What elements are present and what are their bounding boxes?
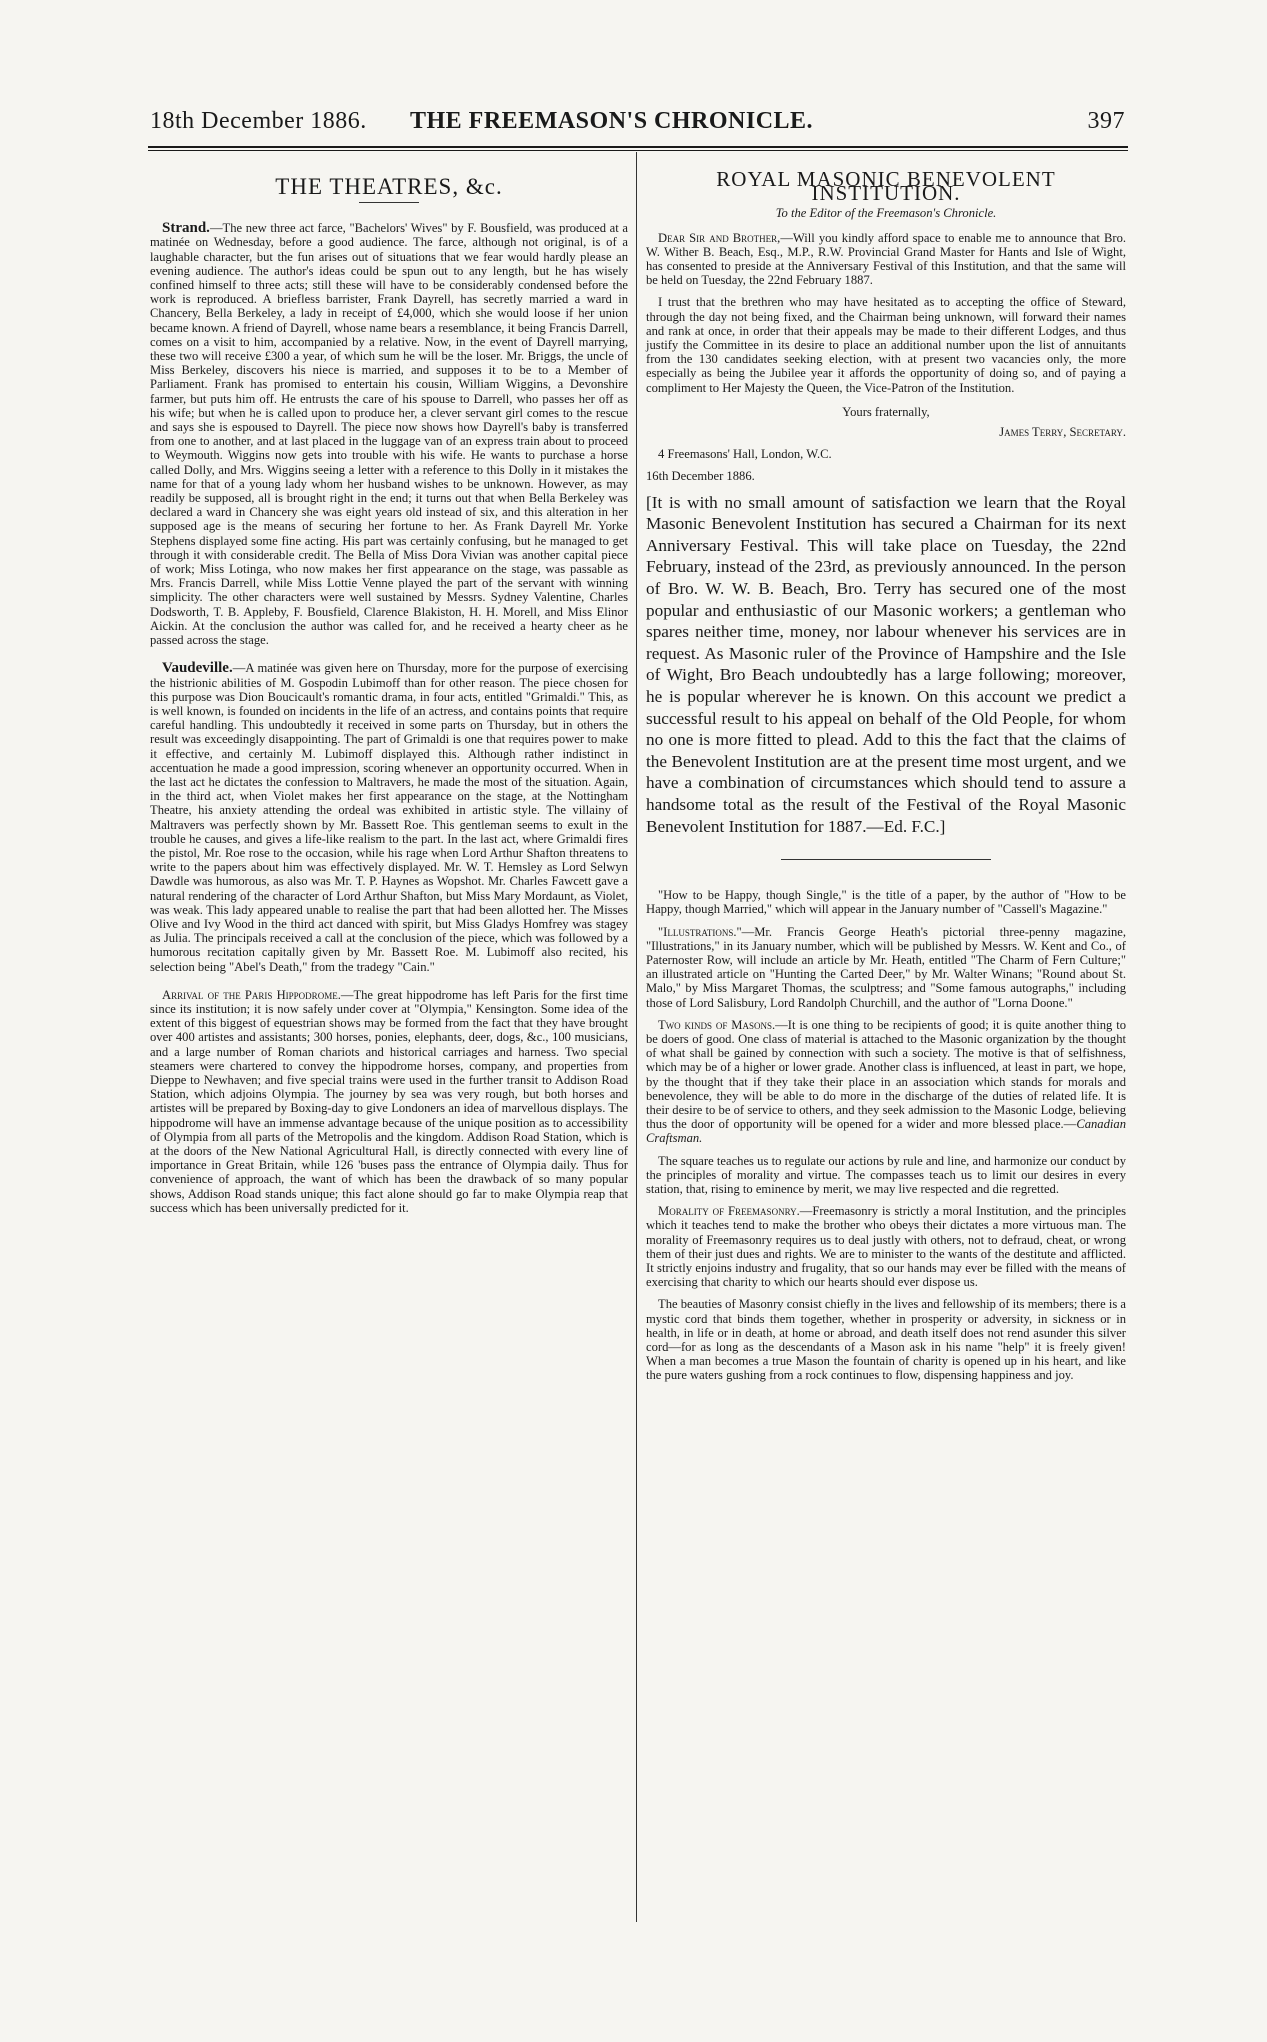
letter-address: 4 Freemasons' Hall, London, W.C. [658, 447, 832, 462]
heading-rule [359, 202, 419, 203]
letter-signature: James Terry, Secretary. [999, 425, 1126, 440]
vaudeville-text: —A matinée was given here on Thursday, more for the purpose of exercising the histrionic abilities of M. Gospodin Lubimoff than for other reason. The piece chosen for this purpose was Dion Boucicault's romantic drama, in four acts, entitled "Grimaldi." This, as is well known, is founded on incidents in the life of an actress, and contains points that require careful handling. This undoubtedly it received in some parts on Thursday, but in others the result was exceedingly disappointing. The part of Grimaldi is one that requires power to make it effective, and certainly M. Lubimoff displayed this. Although rather indistinct in accentuation he made a good impression, scoring whenever an opportunity occurred. When in the last act he dictates the confession to Maltravers, he made the most of the situation. Again, in the third act, when Violet makes her first appearance on the stage, at the Nottingham Theatre, his anxiety attending the ordeal was exhibited in artistic style. The villainy of Maltravers was perfectly shown by Mr. Bassett Roe. This gentleman seems to exult in the trouble he causes, and gives a life-like realism to the part. In the last act, where Grimaldi fires the pistol, Mr. Roe rose to the occasion, while his rage when Lord Arthur Shafton threatens to write to the papers about him was effectively displayed. Mr. W. T. Hemsley as Lord Selwyn Dawdle was humorous, as also was Mr. T. P. Haynes as Wopshot. Mr. Charles Fawcett gave a natural rendering of the character of Lord Arthur Shafton, but Miss Mary Mordaunt, as Violet, was weak. This lady appeared unable to realise the part that had been allotted her. The Misses Olive and Ivy Wood in the third act danced with spirit, but Miss Gladys Homfrey was stagey as Julia. The principals received a call at the conclusion of the piece, which was followed by a humorous recitation capitally given by Mr. Bassett Roe. M. Lubimoff also recited, his selection being "Abel's Death," from the tradegy "Cain." [150, 661, 628, 974]
morality-paragraph [646, 1204, 1126, 1289]
letter-closing: Yours fraternally, [842, 404, 930, 419]
editorial-note: [It is with no small amount of satisfaction we learn that the Royal Masonic Benevolent Institution has secured a Chairman for its next Anniversary Festival. This will take place on Tuesday, the 22nd February, instead of the 23rd, as previously announced. In the person of Bro. W. W. B. Beach, Bro. Terry has secured one of the most popular and enthusiastic of our Masonic workers; a gentleman who spares neither time, money, nor labour whenever his services are in request. As Masonic ruler of the Province of Hampshire and the Isle of Wight, Bro Beach undoubtedly has a large following; moreover, he is popular wherever he is known. On this account we predict a successful result to his appeal on behalf of the Old People, for whom no one is more fitted to plead. Add to this the fact that the claims of the Benevolent Institution are at the present time most urgent, and we have a combination of circumstances which should tend to assure a handsome total as the result of the Festival of the Royal Masonic Benevolent Institution for 1887.—Ed. F.C.] [646, 492, 1126, 836]
rmbi-subheading: To the Editor of the Freemason's Chronicle. [775, 206, 997, 221]
vaudeville-lead: Vaudeville. [162, 660, 233, 677]
vaudeville-article [150, 661, 628, 973]
header-date: 18th December 1886. [150, 108, 367, 134]
square-paragraph: The square teaches us to regulate our actions by rule and line, and harmonize our conduct by the principles of morality and virtue. The compasses teach us to limit our desires in every station, that, rising to eminence by merit, we may live respected and die regretted. [646, 1153, 1126, 1197]
letter-paragraph-1 [646, 231, 1126, 288]
theatres-heading: THE THEATRES, &c. [275, 174, 503, 199]
hippodrome-text: —The great hippodrome has left Paris for the first time since its institution; it is now safely under cover at "Olympia," Kensington. Some idea of the extent of this biggest of equestrian shows may be formed from the fact that they have brought over 400 artistes and assistants; 300 horses, ponies, elephants, deer, dogs, &c., 100 musicians, and a large number of Roman chariots and historical carriages and harness. Two special steamers were chartered to convey the hippodrome horses, company, and properties from Dieppe to Newhaven; and five special trains were used in the further transit to Addison Road Station, which adjoins Olympia. The journey by sea was very rough, but both horses and artistes will be prepared by Boxing-day to give Londoners an idea of marvellous displays. The hippodrome will have an immense advantage because of the unique position as to accessibility of Olympia from all parts of the Metropolis and the kingdom. Addison Road Station, which is at the doors of the New National Agricultural Hall, is directly connected with every line of importance in Great Britain, while 126 'buses pass the entrance of Olympia daily. Thus for convenience of approach, the want of which has been the drawback of so many popular shows, Addison Road stands unique; this fact alone should go far to make Olympia reap that success which has been universally predicted for it. [150, 987, 628, 1215]
illustrations-text: —Mr. Francis George Heath's pictorial three-penny magazine, "Illustrations," in its January number, which will be published by Messrs. W. Kent and Co., of Paternoster Row, will include an article by Mr. Heath, entitled "The Charm of Fern Culture;" an illustrated article on "Hunting the Carted Deer," by Mr. Walter Winans; "Round about St. Malo," by Miss Margaret Thomas, the sculptress; and "Some famous autographs," including those of Lord Salisbury, Lord Randolph Churchill, and the author of "Lorna Doone." [646, 924, 1126, 1010]
two-kinds-lead: Two kinds of Masons. [658, 1017, 776, 1032]
right-column [646, 162, 1126, 1391]
two-kinds-paragraph [646, 1018, 1126, 1146]
hippodrome-article [150, 988, 628, 1215]
letter-date: 16th December 1886. [646, 469, 755, 484]
page-header [150, 108, 1125, 144]
header-page-number: 397 [1087, 108, 1125, 134]
two-kinds-source: Canadian Craftsman. [646, 1117, 1126, 1146]
beauties-paragraph: The beauties of Masonry consist chiefly in the lives and fellowship of its members; there is a mystic cord that binds them together, whether in prosperity or adversity, in sickness or in health, in life or in death, at home or abroad, and death itself does not rend asunder this silver cord—for as long as the descendants of a Mason ask in his name "help" it is freely given! When a man becomes a true Mason the fountain of charity is opened up in his heart, and like the pure waters gushing from a rock continues to flow, dispensing happiness and joy. [646, 1297, 1126, 1383]
section-rule [781, 859, 991, 860]
happy-paragraph: "How to be Happy, though Single," is the title of a paper, by the author of "How to be Happy, though Married," which will appear in the January number of "Cassell's Magazine." [646, 888, 1126, 917]
rmbi-heading: ROYAL MASONIC BENEVOLENT INSTITUTION. [716, 167, 1056, 206]
hippodrome-lead: Arrival of the Paris Hippodrome. [162, 987, 341, 1002]
illustrations-paragraph [646, 925, 1126, 1010]
morality-text: —Freemasonry is strictly a moral Institution, and the principles which it teaches tend to make the brother who obeys their dictates a more virtuous man. The morality of Freemasonry requires us to deal justly with others, not to defraud, cheat, or wrong them of their just dues and rights. We are to minister to the wants of the destitute and afflicted. It strictly enjoins industry and frugality, that so our hands may ever be filled with the means of exercising that charity to which our hearts should ever dispose us. [646, 1204, 1126, 1290]
morality-lead: Morality of Freemasonry. [658, 1204, 800, 1219]
header-title: THE FREEMASON'S CHRONICLE. [410, 108, 814, 134]
header-rule [148, 146, 1128, 148]
letter-salutation: Dear Sir and Brother, [658, 230, 781, 245]
strand-text: —The new three act farce, "Bachelors' Wives" by F. Bousfield, was produced at a matinée on Wednesday, before a good audience. The farce, although not original, is of a laughable character, but the fun arises out of situations that we fear would hardly please an evening audience. The author's ideas could be spun out to any length, but he has wisely confined himself to three acts; still these will have to be considerably condensed before the work is reproduced. A briefless barrister, Frank Dayrell, has secretly married a ward in Chancery, Bella Berkeley, a lady in receipt of £4,000, which she would loose if her union became known. A friend of Dayrell, whose name bears a resemblance, it being Francis Darrell, comes on a visit to him, accompanied by a relative. Now, in the event of Dayrell marrying, these two will receive £300 a year, of which sum he will be the loser. Mr. Briggs, the uncle of Miss Berkeley, discovers his niece is married, and supposes it to be to a Member of Parliament. Frank has promised to entertain his cousin, William Wiggins, a Devonshire farmer, but puts him off. He entrusts the care of his spouse to Darrell, who passes her off as his wife; but when he is called upon to produce her, a clever servant girl comes to the rescue and says she is espoused to Dayrell. The piece now shows how Dayrell's baby is transferred from one to another, and at last placed in the luggage van of an express train about to proceed to Weymouth. Wiggins now gets into trouble with his wife. He wants to purchase a horse called Dolly, and Mrs. Wiggins seeing a letter with a reference to this Dolly in it mistakes the name for that of a young lady whom her husband wishes to be unknown. However, as may readily be supposed, all is brought right in the end; it turns out that when Bella Berkeley was declared a ward in Chancery she was eight years old instead of six, and this alteration in her supposed age is the means of securing her fortune to her. As Frank Dayrell Mr. Yorke Stephens displayed some fine acting. His part was certainly confusing, but he managed to get through it with considerable credit. The Bella of Miss Dora Vivian was another capital piece of work; Miss Lotinga, who now makes her first appearance on the stage, was passable as Mrs. Francis Darrell, while Miss Lottie Venne played the part of the servant with winning simplicity. The other characters were well sustained by Messrs. Sydney Valentine, Charles Dodsworth, T. B. Appleby, F. Bousfield, Clarence Blakiston, H. H. Morell, and Miss Elinor Aickin. At the conclusion the author was called for, and he received a hearty cheer as he passed across the stage. [150, 221, 628, 648]
left-column [150, 162, 628, 1223]
strand-lead: Strand. [162, 220, 210, 237]
strand-article [150, 221, 628, 647]
letter-p1-text: —Will you kindly afford space to enable me to announce that Bro. W. Wither B. Beach, Esq., M.P., R.W. Provincial Grand Master for Hants and Isle of Wight, has consented to preside at the Anniversary Festival of this Institution, and that the same will be held on Tuesday, the 22nd February 1887. [646, 230, 1127, 288]
illustrations-lead: "Illustrations." [658, 924, 742, 939]
letter-paragraph-2: I trust that the brethren who may have hesitated as to accepting the office of Steward, through the day not being fixed, and the Chairman being unknown, will forward their names and rank at once, in order that their appeals may be made to their different Lodges, and thus justify the Committee in its desire to place an additional number upon the list of annuitants from the 130 candidates seeking election, with at present two vacancies only, the more especially as being the Jubilee year it affords the opportunity of doing so, and of paying a compliment to Her Majesty the Queen, the Vice-Patron of the Institution. [646, 295, 1126, 395]
header-rule-thin [148, 150, 1128, 151]
two-kinds-text: —It is one thing to be recipients of good; it is quite another thing to be doers of good. One class of material is attached to the Masonic organization by the thought of what shall be gained by connection with such a society. The motive is that of selfishness, which may be of a higher or lower grade. Another class is influenced, at least in part, we hope, by the thought that if they take their place in an association which stands for morals and benevolence, they will be able to do more in the discharge of the duties of related life. It is their desire to be of service to others, and they seek admission to the Masonic Lodge, believing thus the door of opportunity will be opened for a wider and more blessed place.— [646, 1017, 1126, 1132]
column-divider [636, 152, 637, 1922]
